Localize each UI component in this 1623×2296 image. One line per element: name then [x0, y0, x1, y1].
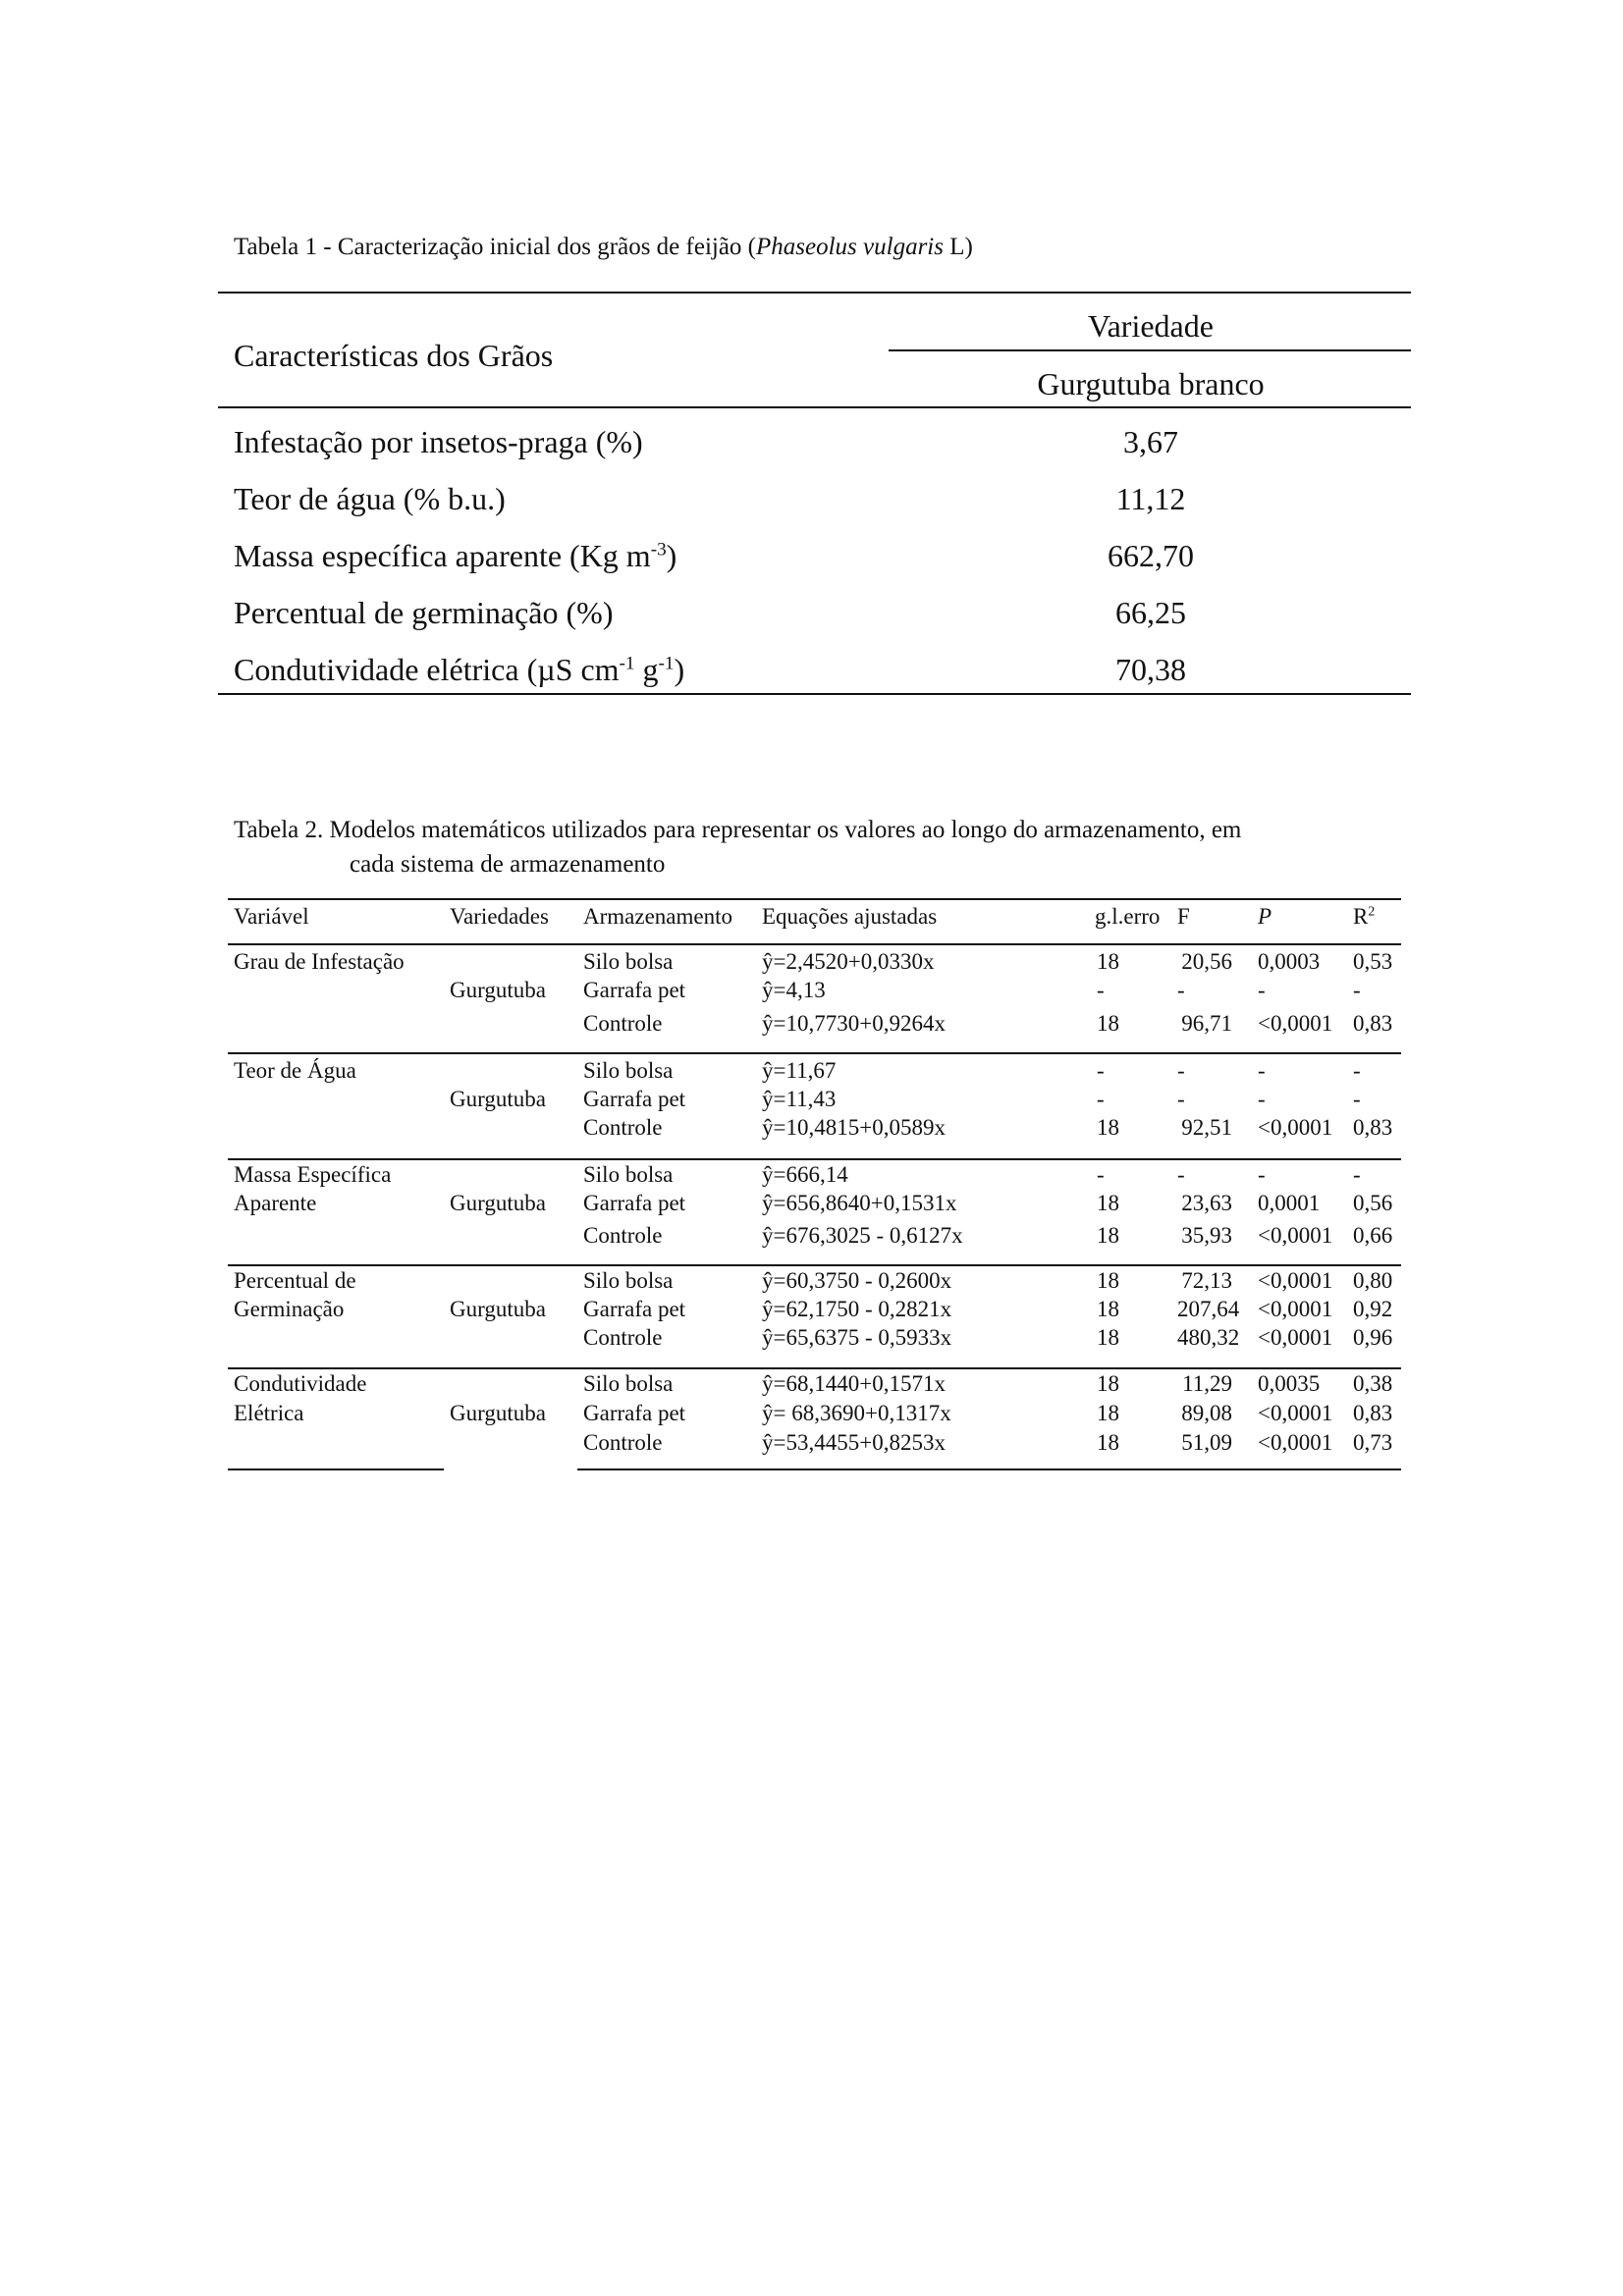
storage-cell: Controle	[583, 1115, 663, 1140]
header-p: P	[1258, 904, 1272, 929]
table2-top-rule	[228, 898, 1401, 900]
species-name: Phaseolus vulgaris	[756, 234, 944, 260]
gl-cell: 18	[1097, 1297, 1119, 1321]
group-divider	[228, 1264, 1401, 1266]
variety-label: Gurgutuba	[450, 1297, 546, 1321]
gl-cell: 18	[1097, 1011, 1119, 1036]
p-cell: <0,0001	[1258, 1297, 1333, 1321]
gl-cell: 18	[1097, 1371, 1119, 1396]
r2-cell: 0,56	[1353, 1191, 1393, 1215]
gl-cell: 18	[1097, 1430, 1119, 1455]
equation-cell: ŷ=676,3025 - 0,6127x	[762, 1223, 963, 1248]
storage-cell: Garrafa pet	[583, 978, 686, 1002]
storage-cell: Garrafa pet	[583, 1401, 686, 1425]
p-cell: 0,0003	[1258, 949, 1321, 974]
table1-row-label: Percentual de germinação (%)	[234, 595, 614, 630]
p-cell: -	[1258, 1162, 1266, 1187]
header-gl-erro: g.l.erro	[1095, 904, 1161, 929]
variable-label-line2: Germinação	[234, 1297, 345, 1321]
p-cell: <0,0001	[1258, 1430, 1333, 1455]
equation-cell: ŷ=4,13	[762, 978, 826, 1002]
header-variavel: Variável	[234, 904, 309, 929]
table1-variety-header: Gurgutuba branco	[1037, 366, 1265, 401]
variety-label: Gurgutuba	[450, 978, 546, 1002]
storage-cell: Silo bolsa	[583, 949, 674, 974]
variable-label: Percentual de	[234, 1268, 356, 1293]
label-text: )	[666, 538, 677, 573]
storage-cell: Controle	[583, 1430, 663, 1455]
variable-label-line2: Aparente	[234, 1191, 317, 1215]
f-cell: -	[1177, 1162, 1185, 1187]
r2-exponent: 2	[1368, 903, 1376, 919]
table1-bottom-rule	[218, 693, 1411, 695]
equation-cell: ŷ=60,3750 - 0,2600x	[762, 1268, 952, 1293]
f-cell: 35,93	[1181, 1223, 1232, 1248]
gl-cell: 18	[1097, 1115, 1119, 1140]
f-cell: 92,51	[1181, 1115, 1232, 1140]
equation-cell: ŷ=62,1750 - 0,2821x	[762, 1297, 952, 1321]
r2-cell: 0,83	[1353, 1011, 1393, 1036]
r2-cell: 0,80	[1353, 1268, 1393, 1293]
header-equacoes: Equações ajustadas	[762, 904, 938, 929]
r2-cell: -	[1353, 1087, 1361, 1111]
gl-cell: -	[1097, 1058, 1105, 1083]
r2-cell: 0,96	[1353, 1325, 1393, 1350]
variety-label: Gurgutuba	[450, 1087, 546, 1111]
r2-cell: -	[1353, 1058, 1361, 1083]
header-variedades: Variedades	[450, 904, 549, 929]
table1-row-label: Infestação por insetos-praga (%)	[234, 424, 643, 459]
group-divider	[228, 1367, 1401, 1369]
r2-cell: 0,83	[1353, 1115, 1393, 1140]
caption-line: Tabela 2. Modelos matemáticos utilizados para representar os valores ao longo do armazenamento, em	[234, 817, 1242, 843]
f-cell: -	[1177, 1058, 1185, 1083]
storage-cell: Silo bolsa	[583, 1371, 674, 1396]
p-cell: <0,0001	[1258, 1115, 1333, 1140]
equation-cell: ŷ= 68,3690+0,1317x	[762, 1401, 951, 1425]
variable-label: Grau de Infestação	[234, 949, 405, 974]
header-f: F	[1177, 904, 1190, 929]
equation-cell: ŷ=10,7730+0,9264x	[762, 1011, 946, 1036]
group-divider	[228, 1158, 1401, 1160]
header-armazenamento: Armazenamento	[583, 904, 732, 929]
table1-row-label: Teor de água (% b.u.)	[234, 481, 506, 516]
gl-cell: 18	[1097, 1401, 1119, 1425]
table2-bottom-rule-right	[577, 1468, 1401, 1470]
f-cell: 72,13	[1181, 1268, 1232, 1293]
p-cell: -	[1258, 1087, 1266, 1111]
p-cell: -	[1258, 978, 1266, 1002]
storage-cell: Garrafa pet	[583, 1087, 686, 1111]
caption-text: Tabela 1 - Caracterização inicial dos grãos de feijão (	[234, 234, 757, 260]
r2-cell: 0,83	[1353, 1401, 1393, 1425]
caption-text: L)	[943, 234, 973, 260]
p-cell: <0,0001	[1258, 1325, 1333, 1350]
f-cell: 89,08	[1181, 1401, 1232, 1425]
gl-cell: -	[1097, 1087, 1105, 1111]
equation-cell: ŷ=11,43	[762, 1087, 837, 1111]
p-cell: 0,0035	[1258, 1371, 1321, 1396]
storage-cell: Garrafa pet	[583, 1297, 686, 1321]
table2-bottom-rule-left	[228, 1468, 444, 1470]
gl-cell: -	[1097, 978, 1105, 1002]
caption-line: cada sistema de armazenamento	[350, 851, 666, 878]
storage-cell: Silo bolsa	[583, 1162, 674, 1187]
label-text: g	[634, 652, 659, 687]
unit-exponent: -3	[650, 539, 667, 561]
label-text: )	[674, 652, 685, 687]
f-cell: 23,63	[1181, 1191, 1232, 1215]
unit-exponent: -1	[619, 653, 635, 674]
equation-cell: ŷ=11,67	[762, 1058, 837, 1083]
p-cell: -	[1258, 1058, 1266, 1083]
r2-cell: 0,73	[1353, 1430, 1393, 1455]
table1-variety-rule	[889, 349, 1411, 351]
p-cell: <0,0001	[1258, 1011, 1333, 1036]
gl-cell: 18	[1097, 949, 1119, 974]
equation-cell: ŷ=10,4815+0,0589x	[762, 1115, 946, 1140]
f-cell: 480,32	[1177, 1325, 1240, 1350]
table1-row-value: 70,38	[1115, 652, 1186, 687]
equation-cell: ŷ=65,6375 - 0,5933x	[762, 1325, 952, 1350]
variable-label: Condutividade	[234, 1371, 367, 1396]
variety-label: Gurgutuba	[450, 1401, 546, 1425]
r2-cell: 0,38	[1353, 1371, 1393, 1396]
variable-label: Teor de Água	[234, 1058, 356, 1083]
storage-cell: Garrafa pet	[583, 1191, 686, 1215]
table1-top-rule	[218, 292, 1411, 294]
table1-row-value: 11,12	[1115, 481, 1186, 516]
f-cell: 11,29	[1182, 1371, 1232, 1396]
f-cell: 96,71	[1181, 1011, 1232, 1036]
table1-header-rule	[218, 406, 1411, 408]
storage-cell: Controle	[583, 1011, 663, 1036]
gl-cell: -	[1097, 1162, 1105, 1187]
r2-cell: -	[1353, 978, 1361, 1002]
table1-characteristics-header: Características dos Grãos	[234, 338, 554, 373]
equation-cell: ŷ=666,14	[762, 1162, 848, 1187]
storage-cell: Silo bolsa	[583, 1058, 674, 1083]
table1-row-label	[234, 652, 684, 688]
f-cell: 51,09	[1181, 1430, 1232, 1455]
r-symbol: R	[1353, 904, 1369, 929]
f-cell: -	[1177, 978, 1185, 1002]
variable-label-line2: Elétrica	[234, 1401, 304, 1425]
table1-row-value: 662,70	[1108, 538, 1194, 573]
r2-cell: -	[1353, 1162, 1361, 1187]
label-text: Massa específica aparente (Kg m	[234, 538, 651, 573]
gl-cell: 18	[1097, 1223, 1119, 1248]
gl-cell: 18	[1097, 1268, 1119, 1293]
label-text: Condutividade elétrica (µS cm	[234, 652, 620, 687]
gl-cell: 18	[1097, 1191, 1119, 1215]
header-r2	[1353, 904, 1375, 930]
variable-label: Massa Específica	[234, 1162, 392, 1187]
r2-cell: 0,92	[1353, 1297, 1393, 1321]
table1-row-value: 66,25	[1115, 595, 1186, 630]
storage-cell: Controle	[583, 1325, 663, 1350]
table1-variety-group-header: Variedade	[1088, 308, 1214, 344]
gl-cell: 18	[1097, 1325, 1119, 1350]
unit-exponent: -1	[658, 653, 675, 674]
table2-caption	[234, 813, 1402, 881]
storage-cell: Controle	[583, 1223, 663, 1248]
f-cell: 20,56	[1181, 949, 1232, 974]
table1-caption	[234, 234, 973, 261]
p-cell: <0,0001	[1258, 1223, 1333, 1248]
p-cell: <0,0001	[1258, 1268, 1333, 1293]
variety-label: Gurgutuba	[450, 1191, 546, 1215]
r2-cell: 0,53	[1353, 949, 1393, 974]
p-cell: <0,0001	[1258, 1401, 1333, 1425]
equation-cell: ŷ=53,4455+0,8253x	[762, 1430, 946, 1455]
table1-row-value: 3,67	[1123, 424, 1178, 459]
equation-cell: ŷ=656,8640+0,1531x	[762, 1191, 957, 1215]
group-divider	[228, 1052, 1401, 1054]
equation-cell: ŷ=68,1440+0,1571x	[762, 1371, 946, 1396]
p-cell: 0,0001	[1258, 1191, 1321, 1215]
table1-row-label	[234, 538, 676, 574]
f-cell: 207,64	[1177, 1297, 1240, 1321]
storage-cell: Silo bolsa	[583, 1268, 674, 1293]
table2-header-rule	[228, 943, 1401, 945]
f-cell: -	[1177, 1087, 1185, 1111]
r2-cell: 0,66	[1353, 1223, 1393, 1248]
equation-cell: ŷ=2,4520+0,0330x	[762, 949, 935, 974]
